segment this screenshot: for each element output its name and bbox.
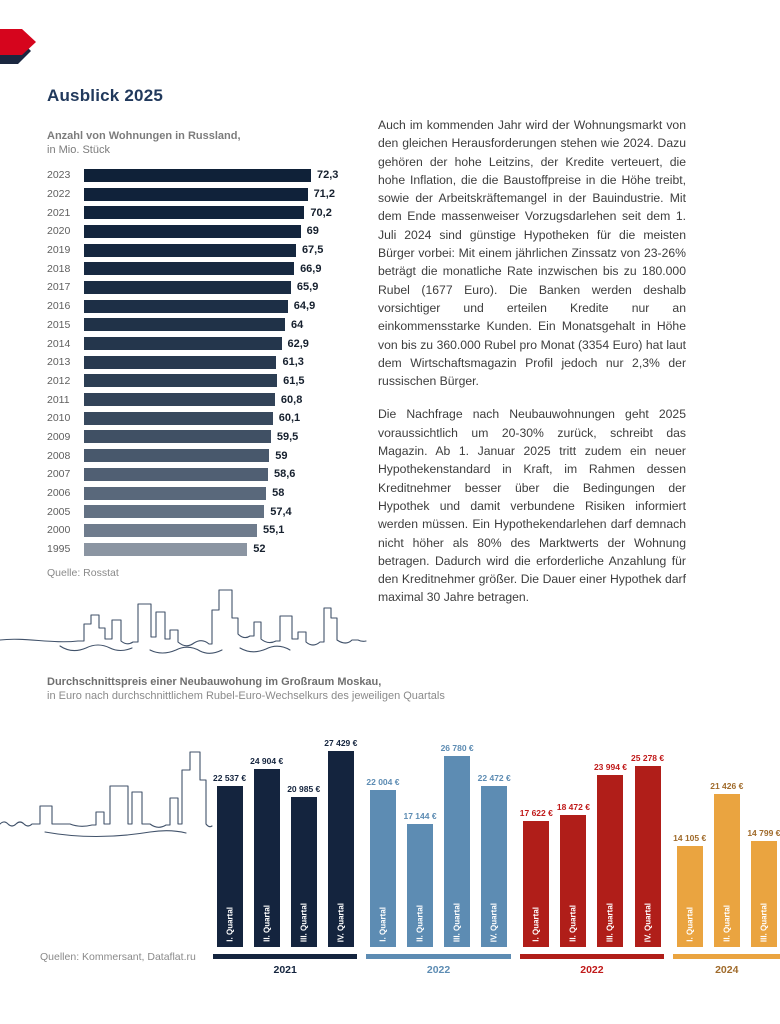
bar-row [47, 372, 372, 391]
vertical-bar [217, 786, 243, 947]
bar-row [47, 428, 372, 447]
article-text-column [378, 116, 686, 622]
bar-year-label: 2013 [47, 356, 71, 369]
bar-row [47, 521, 372, 540]
quarter-group-bars [213, 738, 357, 947]
vertical-bar [254, 769, 280, 947]
horizontal-bar [84, 262, 294, 275]
horizontal-bar [84, 487, 266, 500]
bar-column [557, 802, 590, 947]
horizontal-bar [84, 543, 247, 556]
apartments-chart-title: Anzahl von Wohnungen in Russland, [47, 130, 241, 142]
bar-row [47, 166, 372, 185]
vertical-bar [714, 794, 740, 947]
horizontal-bar [84, 524, 257, 537]
apartments-chart-rows [47, 166, 372, 558]
bar-year-label: 2000 [47, 524, 71, 537]
quarter-label: II. Quartal [568, 905, 578, 942]
group-underline [213, 954, 357, 959]
bar-year-label: 2015 [47, 318, 71, 331]
bar-value-label: 17 622 € [519, 808, 553, 818]
bar-row [47, 409, 372, 428]
horizontal-bar [84, 244, 296, 257]
bar-year-label: 2009 [47, 430, 71, 443]
vertical-bar [597, 775, 623, 947]
quarter-label: I. Quartal [225, 907, 235, 942]
group-underline [520, 954, 664, 959]
bar-row [47, 278, 372, 297]
bar-year-label: 2005 [47, 505, 71, 518]
price-chart-title: Durchschnittspreis einer Neubauwohung im Großraum Moskau, [47, 676, 382, 688]
apartments-chart-subtitle: in Mio. Stück [47, 144, 110, 156]
vertical-bar [328, 751, 354, 947]
vertical-bar [635, 766, 661, 947]
vertical-bar [560, 815, 586, 947]
bar-column [478, 773, 511, 947]
quarter-group-bars [520, 753, 664, 947]
bar-year-label: 2006 [47, 487, 71, 500]
quarter-label: IV. Quartal [643, 902, 653, 942]
bar-value-label: 21 426 € [710, 781, 744, 791]
bar-row [47, 241, 372, 260]
bar-row [47, 390, 372, 409]
article-paragraph-2: Die Nachfrage nach Neubauwohnungen geht 2025 voraussichtlich um 20-30% zurück, schreibt das Magazin. Ab 1. Januar 2025 tritt zudem ein neuer Hypothekenstandard in Kraft, im Rahmen dessen Kreditnehmer besser über die Bedingungen der Hypothek und damit verbundene Risiken informiert werden müssen. Ein Hypothekendarlehen darf demnach nicht höher als 80% des Marktwerts der Wohnung betragen. Dadurch wird die erforderliche Anzahlung für den Kreditnehmer größer. Die Dauer einer Hypothek darf maximal 30 Jahre betragen. [378, 407, 686, 605]
bar-row [47, 222, 372, 241]
bar-value-label: 69 [306, 225, 319, 238]
bar-row [47, 465, 372, 484]
bar-year-label: 2007 [47, 468, 71, 481]
bar-value-label: 67,5 [301, 244, 324, 257]
bar-value-label: 20 985 € [287, 784, 321, 794]
bar-row [47, 502, 372, 521]
bar-value-label: 57,4 [270, 505, 292, 518]
bar-row [47, 334, 372, 353]
price-chart-subtitle: in Euro nach durchschnittlichem Rubel-Euro-Wechselkurs des jeweiligen Quartals [47, 690, 445, 702]
bar-row [47, 484, 372, 503]
horizontal-bar [84, 412, 273, 425]
group-underline [366, 954, 510, 959]
bar-year-label: 1995 [47, 543, 71, 556]
bar-value-label: 18 472 € [556, 802, 590, 812]
bar-row [47, 353, 372, 372]
city-skyline-illustration-small [0, 740, 212, 848]
bar-value-label: 26 780 € [440, 743, 474, 753]
quarter-label: III. Quartal [299, 902, 309, 942]
horizontal-bar [84, 374, 277, 387]
quarter-label: III. Quartal [452, 902, 462, 942]
bar-column [250, 756, 283, 947]
bar-value-label: 59,5 [276, 430, 299, 443]
bar-value-label: 24 904 € [250, 756, 284, 766]
bar-value-label: 59 [275, 449, 288, 462]
horizontal-bar [84, 281, 291, 294]
bar-year-label: 2010 [47, 412, 71, 425]
bar-row [47, 259, 372, 278]
bar-value-label: 58,6 [274, 468, 296, 481]
bar-year-label: 2021 [47, 206, 71, 219]
horizontal-bar [84, 449, 269, 462]
horizontal-bar [84, 430, 271, 443]
bar-year-label: 2017 [47, 281, 71, 294]
bar-value-label: 14 799 € [747, 828, 780, 838]
bar-value-label: 61,3 [282, 356, 304, 369]
bar-value-label: 25 278 € [631, 753, 665, 763]
bar-row [47, 540, 372, 559]
bar-year-label: 2012 [47, 374, 71, 387]
apartments-chart-source: Quelle: Rosstat [47, 567, 119, 580]
vertical-bar [370, 790, 396, 947]
bar-value-label: 27 429 € [324, 738, 358, 748]
bar-row [47, 203, 372, 222]
horizontal-bar [84, 337, 282, 350]
quarter-group-bars [673, 781, 780, 947]
bar-column [403, 811, 436, 947]
horizontal-bar [84, 300, 288, 313]
quarter-group-bars [366, 743, 510, 947]
horizontal-bar [84, 188, 308, 201]
bar-column [287, 784, 320, 947]
quarter-label: IV. Quartal [489, 902, 499, 942]
bar-value-label: 70,2 [310, 206, 332, 219]
quarter-label: IV. Quartal [336, 902, 346, 942]
bar-year-label: 2020 [47, 225, 71, 238]
bar-year-label: 2022 [47, 188, 71, 201]
horizontal-bar [84, 505, 264, 518]
bar-value-label: 22 004 € [366, 777, 400, 787]
bar-year-label: 2008 [47, 449, 71, 462]
quarter-group [213, 738, 357, 976]
bar-value-label: 65,9 [296, 281, 319, 294]
bar-column [324, 738, 357, 947]
bar-column [366, 777, 399, 947]
bar-value-label: 60,1 [278, 412, 301, 425]
horizontal-bar [84, 356, 276, 369]
bar-year-label: 2014 [47, 337, 71, 350]
bar-row [47, 185, 372, 204]
quarter-group [366, 743, 510, 976]
bar-value-label: 66,9 [300, 262, 322, 275]
bar-value-label: 64 [290, 318, 304, 331]
bar-value-label: 61,5 [283, 374, 305, 387]
group-year-label: 2024 [715, 964, 739, 976]
bar-column [631, 753, 664, 947]
bar-column [710, 781, 743, 947]
bar-year-label: 2019 [47, 244, 71, 257]
vertical-bar [407, 824, 433, 947]
horizontal-bar [84, 225, 301, 238]
horizontal-bar [84, 393, 275, 406]
bar-row [47, 446, 372, 465]
quarter-label: I. Quartal [685, 907, 695, 942]
vertical-bar [481, 786, 507, 947]
bar-year-label: 2023 [47, 169, 71, 182]
vertical-bar [677, 846, 703, 947]
bar-value-label: 22 537 € [213, 773, 247, 783]
vertical-bar [523, 821, 549, 947]
quarter-label: II. Quartal [722, 905, 732, 942]
bar-value-label: 55,1 [263, 524, 285, 537]
bar-value-label: 22 472 € [477, 773, 511, 783]
group-year-label: 2022 [426, 964, 451, 976]
quarter-label: II. Quartal [262, 905, 272, 942]
bar-value-label: 58 [272, 487, 285, 500]
logo-flag-icon [0, 26, 50, 68]
quarter-label: III. Quartal [759, 902, 769, 942]
quarter-group [520, 753, 664, 976]
price-chart-source: Quellen: Kommersant, Dataflat.ru [40, 951, 196, 963]
bar-value-label: 62,9 [287, 337, 309, 350]
bar-column [747, 828, 780, 947]
vertical-bar [751, 841, 777, 947]
bar-row [47, 316, 372, 335]
page-title: Ausblick 2025 [47, 86, 163, 105]
bar-value-label: 23 994 € [593, 762, 628, 772]
quarter-label: I. Quartal [378, 907, 388, 942]
bar-row [47, 297, 372, 316]
bar-value-label: 17 144 € [403, 811, 437, 821]
group-year-label: 2022 [580, 964, 604, 976]
bar-value-label: 71,2 [313, 188, 335, 201]
bar-year-label: 2016 [47, 300, 71, 313]
bar-column [441, 743, 474, 947]
article-paragraph-1: Auch im kommenden Jahr wird der Wohnungsmarkt von den gleichen Herausforderungen stehen wie 2024. Dazu gehören der hohe Leitzins, der Kredite verteuert, die hohe Inflation, die die Baustoffpreise in die Höhe treibt, sowie der Arbeitskräftemangel in der Bauindustrie. Mit dem Ende massenweiser Vorzugsdarlehen seit dem 1. Juli 2024 sind günstige Hypotheken für die meisten Bürger vorbei: Mit einem jährlichen Zinssatz von 23-26% beträgt die monatliche Rate inzwischen bis zu 180.000 Rubel (1677 Euro). Die Banken werden deshalb vorsichtiger und erteilen Kredite nur an einkommensstarke Kunden. Ein Monatsgehalt in Höhe von bis zu 360.000 Rubel pro Monat (3354 Euro) hat laut dem Wirtschaftsmagazin Profil jedoch nur 2,3% der russischen Bürger. [378, 118, 686, 389]
price-chart-heading [47, 675, 607, 703]
bar-value-label: 14 105 € [673, 833, 707, 843]
bar-value-label: 72,3 [317, 169, 339, 182]
apartments-chart [47, 129, 372, 579]
vertical-bar [291, 797, 317, 947]
bar-column [673, 833, 706, 947]
quarter-label: II. Quartal [415, 905, 425, 942]
quarter-group [673, 781, 780, 976]
horizontal-bar [84, 206, 304, 219]
bar-value-label: 60,8 [280, 393, 303, 406]
bar-column [520, 808, 553, 947]
horizontal-bar [84, 169, 311, 182]
bar-year-label: 2011 [47, 393, 70, 406]
quarter-label: III. Quartal [605, 902, 615, 942]
vertical-bar [444, 756, 470, 947]
quarter-label: I. Quartal [531, 907, 541, 942]
bar-value-label: 64,9 [293, 300, 316, 313]
price-chart [213, 738, 780, 976]
group-year-label: 2021 [273, 964, 297, 976]
bar-column [213, 773, 246, 947]
city-skyline-illustration [0, 582, 366, 664]
horizontal-bar [84, 318, 285, 331]
group-underline [673, 954, 780, 959]
bar-column [594, 762, 627, 947]
horizontal-bar [84, 468, 268, 481]
bar-value-label: 52 [253, 543, 266, 556]
bar-year-label: 2018 [47, 262, 71, 275]
